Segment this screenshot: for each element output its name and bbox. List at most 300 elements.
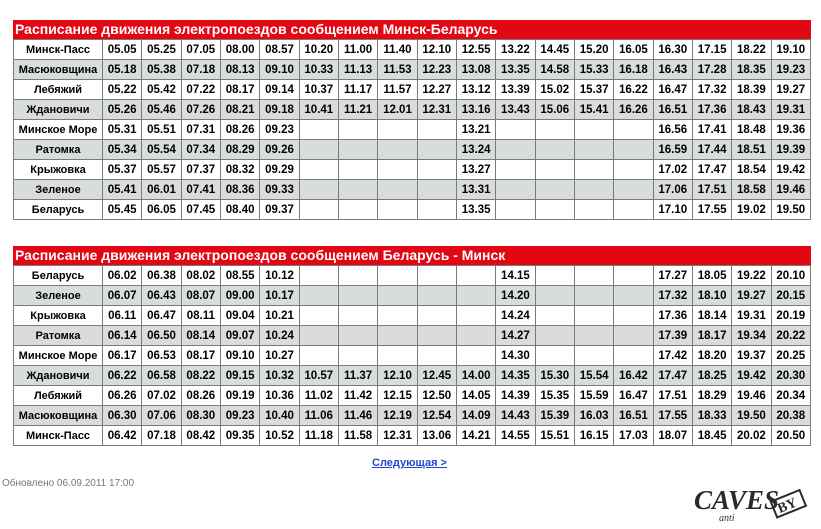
departure-time: 06.14 xyxy=(103,326,142,346)
departure-time: 09.04 xyxy=(220,306,259,326)
station-name: Лебяжий xyxy=(14,386,103,406)
departure-time: 11.37 xyxy=(338,366,377,386)
departure-time: 10.21 xyxy=(260,306,299,326)
departure-time: 07.06 xyxy=(142,406,181,426)
departure-time: 08.42 xyxy=(181,426,220,446)
departure-time xyxy=(456,286,495,306)
departure-time: 14.39 xyxy=(496,386,535,406)
departure-time: 18.54 xyxy=(732,160,771,180)
departure-time: 12.31 xyxy=(378,426,417,446)
departure-time: 16.47 xyxy=(614,386,653,406)
departure-time: 15.02 xyxy=(535,80,574,100)
departure-time: 18.45 xyxy=(692,426,731,446)
departure-time: 10.57 xyxy=(299,366,338,386)
departure-time: 19.50 xyxy=(771,200,810,220)
departure-time xyxy=(574,140,613,160)
table-row xyxy=(14,426,811,446)
departure-time: 05.26 xyxy=(103,100,142,120)
departure-time: 10.24 xyxy=(260,326,299,346)
station-name: Минское Море xyxy=(14,346,103,366)
departure-time: 07.31 xyxy=(181,120,220,140)
departure-time: 13.31 xyxy=(456,180,495,200)
departure-time xyxy=(496,120,535,140)
departure-time: 06.58 xyxy=(142,366,181,386)
departure-time xyxy=(378,286,417,306)
departure-time: 19.23 xyxy=(771,60,810,80)
departure-time: 07.02 xyxy=(142,386,181,406)
table-row xyxy=(14,386,811,406)
departure-time: 14.30 xyxy=(496,346,535,366)
departure-time: 11.17 xyxy=(338,80,377,100)
departure-time xyxy=(338,326,377,346)
departure-time: 18.20 xyxy=(692,346,731,366)
departure-time xyxy=(614,120,653,140)
departure-time xyxy=(496,180,535,200)
departure-time: 14.09 xyxy=(456,406,495,426)
departure-time xyxy=(417,200,456,220)
departure-time: 06.11 xyxy=(103,306,142,326)
departure-time: 09.23 xyxy=(260,120,299,140)
departure-time xyxy=(417,266,456,286)
station-name: Крыжовка xyxy=(14,160,103,180)
station-name: Ждановичи xyxy=(14,100,103,120)
departure-time: 20.02 xyxy=(732,426,771,446)
departure-time: 05.37 xyxy=(103,160,142,180)
departure-time: 19.36 xyxy=(771,120,810,140)
departure-time: 08.32 xyxy=(220,160,259,180)
departure-time: 09.19 xyxy=(220,386,259,406)
departure-time: 13.27 xyxy=(456,160,495,180)
departure-time: 17.39 xyxy=(653,326,692,346)
departure-time: 09.14 xyxy=(260,80,299,100)
departure-time: 08.17 xyxy=(181,346,220,366)
departure-time: 07.18 xyxy=(181,60,220,80)
departure-time xyxy=(378,140,417,160)
departure-time: 18.14 xyxy=(692,306,731,326)
departure-time: 18.22 xyxy=(732,40,771,60)
departure-time xyxy=(299,200,338,220)
departure-time: 17.51 xyxy=(692,180,731,200)
departure-time: 05.41 xyxy=(103,180,142,200)
departure-time xyxy=(299,286,338,306)
departure-time: 20.50 xyxy=(771,426,810,446)
departure-time: 18.35 xyxy=(732,60,771,80)
departure-time xyxy=(574,266,613,286)
departure-time: 06.42 xyxy=(103,426,142,446)
departure-time: 20.15 xyxy=(771,286,810,306)
departure-time: 12.10 xyxy=(378,366,417,386)
departure-time xyxy=(574,180,613,200)
departure-time: 17.06 xyxy=(653,180,692,200)
departure-time: 20.19 xyxy=(771,306,810,326)
departure-time: 05.46 xyxy=(142,100,181,120)
departure-time xyxy=(535,326,574,346)
departure-time: 14.20 xyxy=(496,286,535,306)
departure-time: 14.27 xyxy=(496,326,535,346)
table-row xyxy=(14,80,811,100)
departure-time xyxy=(614,346,653,366)
departure-time: 11.13 xyxy=(338,60,377,80)
departure-time: 14.21 xyxy=(456,426,495,446)
departure-time: 10.20 xyxy=(299,40,338,60)
station-name: Минск-Пасс xyxy=(14,40,103,60)
departure-time: 18.51 xyxy=(732,140,771,160)
departure-time xyxy=(456,306,495,326)
departure-time xyxy=(338,266,377,286)
departure-time xyxy=(535,160,574,180)
departure-time: 13.06 xyxy=(417,426,456,446)
departure-time xyxy=(299,306,338,326)
departure-time: 17.51 xyxy=(653,386,692,406)
departure-time: 14.24 xyxy=(496,306,535,326)
departure-time: 17.10 xyxy=(653,200,692,220)
departure-time: 19.39 xyxy=(771,140,810,160)
departure-time: 10.12 xyxy=(260,266,299,286)
departure-time: 06.53 xyxy=(142,346,181,366)
departure-time: 18.17 xyxy=(692,326,731,346)
table-row xyxy=(14,346,811,366)
departure-time: 12.01 xyxy=(378,100,417,120)
departure-time xyxy=(574,200,613,220)
departure-time: 12.27 xyxy=(417,80,456,100)
departure-time: 18.07 xyxy=(653,426,692,446)
departure-time: 14.45 xyxy=(535,40,574,60)
departure-time xyxy=(299,120,338,140)
departure-time: 13.35 xyxy=(456,200,495,220)
departure-time xyxy=(614,266,653,286)
schedule-title: Расписание движения электропоездов сообщением Беларусь - Минск xyxy=(13,246,811,265)
departure-time: 07.22 xyxy=(181,80,220,100)
departure-time xyxy=(535,180,574,200)
departure-time xyxy=(535,346,574,366)
departure-time: 14.00 xyxy=(456,366,495,386)
departure-time xyxy=(378,180,417,200)
departure-time: 09.18 xyxy=(260,100,299,120)
departure-time: 18.29 xyxy=(692,386,731,406)
departure-time: 10.27 xyxy=(260,346,299,366)
departure-time: 10.33 xyxy=(299,60,338,80)
departure-time: 16.47 xyxy=(653,80,692,100)
table-row xyxy=(14,406,811,426)
departure-time: 17.32 xyxy=(692,80,731,100)
departure-time: 19.31 xyxy=(732,306,771,326)
departure-time xyxy=(338,346,377,366)
departure-time xyxy=(417,346,456,366)
departure-time: 09.00 xyxy=(220,286,259,306)
departure-time xyxy=(338,286,377,306)
station-name: Зеленое xyxy=(14,286,103,306)
departure-time: 05.31 xyxy=(103,120,142,140)
schedule-belarus-minsk xyxy=(13,246,811,446)
departure-time: 12.31 xyxy=(417,100,456,120)
departure-time: 09.33 xyxy=(260,180,299,200)
svg-text:BY: BY xyxy=(775,495,800,517)
departure-time: 16.15 xyxy=(574,426,613,446)
departure-time: 16.18 xyxy=(614,60,653,80)
departure-time: 20.25 xyxy=(771,346,810,366)
departure-time: 16.42 xyxy=(614,366,653,386)
departure-time: 11.46 xyxy=(338,406,377,426)
departure-time: 17.28 xyxy=(692,60,731,80)
departure-time: 05.18 xyxy=(103,60,142,80)
departure-time xyxy=(417,180,456,200)
departure-time: 19.46 xyxy=(771,180,810,200)
departure-time: 20.34 xyxy=(771,386,810,406)
table-row xyxy=(14,366,811,386)
departure-time: 09.29 xyxy=(260,160,299,180)
departure-time: 05.45 xyxy=(103,200,142,220)
departure-time xyxy=(299,160,338,180)
departure-time: 08.36 xyxy=(220,180,259,200)
departure-time: 11.53 xyxy=(378,60,417,80)
table-row xyxy=(14,306,811,326)
schedule-title: Расписание движения электропоездов сообщением Минск-Беларусь xyxy=(13,20,811,39)
departure-time xyxy=(417,306,456,326)
departure-time: 16.03 xyxy=(574,406,613,426)
table-row xyxy=(14,120,811,140)
departure-time xyxy=(378,326,417,346)
departure-time: 17.27 xyxy=(653,266,692,286)
departure-time: 06.02 xyxy=(103,266,142,286)
departure-time: 14.55 xyxy=(496,426,535,446)
departure-time: 05.51 xyxy=(142,120,181,140)
departure-time: 08.11 xyxy=(181,306,220,326)
departure-time xyxy=(417,120,456,140)
departure-time: 10.37 xyxy=(299,80,338,100)
departure-time: 18.10 xyxy=(692,286,731,306)
departure-time xyxy=(378,306,417,326)
departure-time: 12.55 xyxy=(456,40,495,60)
departure-time: 05.05 xyxy=(103,40,142,60)
departure-time: 12.54 xyxy=(417,406,456,426)
departure-time: 10.52 xyxy=(260,426,299,446)
departure-time: 17.47 xyxy=(692,160,731,180)
departure-time: 16.26 xyxy=(614,100,653,120)
station-name: Ратомка xyxy=(14,140,103,160)
departure-time: 17.42 xyxy=(653,346,692,366)
departure-time xyxy=(574,306,613,326)
departure-time: 07.34 xyxy=(181,140,220,160)
departure-time: 05.57 xyxy=(142,160,181,180)
departure-time: 19.42 xyxy=(732,366,771,386)
departure-time: 09.10 xyxy=(260,60,299,80)
departure-time: 10.36 xyxy=(260,386,299,406)
departure-time: 07.41 xyxy=(181,180,220,200)
departure-time: 18.48 xyxy=(732,120,771,140)
departure-time: 06.07 xyxy=(103,286,142,306)
departure-time: 17.47 xyxy=(653,366,692,386)
departure-time: 05.25 xyxy=(142,40,181,60)
departure-time: 14.15 xyxy=(496,266,535,286)
departure-time: 09.15 xyxy=(220,366,259,386)
schedule-minsk-belarus xyxy=(13,20,811,220)
departure-time xyxy=(378,160,417,180)
table-row xyxy=(14,100,811,120)
departure-time xyxy=(574,346,613,366)
station-name: Зеленое xyxy=(14,180,103,200)
departure-time: 17.36 xyxy=(692,100,731,120)
updated-timestamp: Обновлено 06.09.2011 17:00 xyxy=(2,478,135,489)
departure-time: 08.57 xyxy=(260,40,299,60)
departure-time: 16.59 xyxy=(653,140,692,160)
departure-time: 12.50 xyxy=(417,386,456,406)
departure-time: 17.55 xyxy=(692,200,731,220)
departure-time xyxy=(417,160,456,180)
departure-time xyxy=(614,140,653,160)
departure-time: 06.01 xyxy=(142,180,181,200)
departure-time: 18.39 xyxy=(732,80,771,100)
departure-time xyxy=(535,200,574,220)
departure-time: 17.36 xyxy=(653,306,692,326)
departure-time xyxy=(535,140,574,160)
station-name: Крыжовка xyxy=(14,306,103,326)
departure-time: 15.51 xyxy=(535,426,574,446)
departure-time: 08.00 xyxy=(220,40,259,60)
departure-time: 17.44 xyxy=(692,140,731,160)
departure-time: 15.20 xyxy=(574,40,613,60)
departure-time xyxy=(378,200,417,220)
departure-time: 20.10 xyxy=(771,266,810,286)
departure-time xyxy=(574,286,613,306)
departure-time: 10.40 xyxy=(260,406,299,426)
departure-time: 15.35 xyxy=(535,386,574,406)
departure-time: 07.26 xyxy=(181,100,220,120)
departure-time: 19.50 xyxy=(732,406,771,426)
departure-time xyxy=(338,140,377,160)
departure-time: 18.58 xyxy=(732,180,771,200)
departure-time: 13.22 xyxy=(496,40,535,60)
departure-time: 13.39 xyxy=(496,80,535,100)
departure-time: 06.30 xyxy=(103,406,142,426)
departure-time: 16.05 xyxy=(614,40,653,60)
departure-time xyxy=(338,306,377,326)
table-row xyxy=(14,60,811,80)
timetable xyxy=(13,39,811,220)
departure-time: 06.43 xyxy=(142,286,181,306)
departure-time xyxy=(299,140,338,160)
departure-time: 11.06 xyxy=(299,406,338,426)
departure-time: 12.45 xyxy=(417,366,456,386)
departure-time: 13.21 xyxy=(456,120,495,140)
departure-time: 11.42 xyxy=(338,386,377,406)
departure-time: 09.23 xyxy=(220,406,259,426)
departure-time: 15.41 xyxy=(574,100,613,120)
departure-time: 07.05 xyxy=(181,40,220,60)
departure-time xyxy=(378,346,417,366)
svg-text:CAVES: CAVES xyxy=(694,485,780,515)
departure-time: 17.02 xyxy=(653,160,692,180)
departure-time xyxy=(614,326,653,346)
departure-time: 17.03 xyxy=(614,426,653,446)
departure-time: 16.43 xyxy=(653,60,692,80)
departure-time: 16.51 xyxy=(653,100,692,120)
table-row xyxy=(14,286,811,306)
departure-time: 08.14 xyxy=(181,326,220,346)
departure-time: 13.08 xyxy=(456,60,495,80)
departure-time: 08.55 xyxy=(220,266,259,286)
departure-time: 10.41 xyxy=(299,100,338,120)
departure-time: 06.50 xyxy=(142,326,181,346)
departure-time: 19.46 xyxy=(732,386,771,406)
table-row xyxy=(14,140,811,160)
departure-time: 08.26 xyxy=(220,120,259,140)
departure-time: 09.26 xyxy=(260,140,299,160)
departure-time: 07.45 xyxy=(181,200,220,220)
departure-time xyxy=(614,160,653,180)
station-name: Беларусь xyxy=(14,266,103,286)
departure-time: 17.15 xyxy=(692,40,731,60)
departure-time xyxy=(378,120,417,140)
departure-time: 16.51 xyxy=(614,406,653,426)
departure-time: 16.30 xyxy=(653,40,692,60)
table-row xyxy=(14,266,811,286)
departure-time: 15.33 xyxy=(574,60,613,80)
departure-time: 19.42 xyxy=(771,160,810,180)
departure-time xyxy=(535,266,574,286)
departure-time: 08.29 xyxy=(220,140,259,160)
station-name: Ждановичи xyxy=(14,366,103,386)
departure-time xyxy=(574,120,613,140)
departure-time: 18.05 xyxy=(692,266,731,286)
station-name: Минск-Пасс xyxy=(14,426,103,446)
departure-time xyxy=(338,120,377,140)
departure-time: 08.40 xyxy=(220,200,259,220)
departure-time: 16.22 xyxy=(614,80,653,100)
departure-time: 19.10 xyxy=(771,40,810,60)
departure-time: 19.22 xyxy=(732,266,771,286)
departure-time xyxy=(299,326,338,346)
departure-time: 11.00 xyxy=(338,40,377,60)
caves-logo xyxy=(676,480,816,525)
svg-text:anti: anti xyxy=(719,513,735,524)
departure-time: 06.38 xyxy=(142,266,181,286)
departure-time: 06.22 xyxy=(103,366,142,386)
departure-time: 18.25 xyxy=(692,366,731,386)
departure-time: 19.31 xyxy=(771,100,810,120)
departure-time xyxy=(535,306,574,326)
departure-time xyxy=(417,140,456,160)
departure-time xyxy=(338,180,377,200)
departure-time: 09.35 xyxy=(220,426,259,446)
departure-time: 11.57 xyxy=(378,80,417,100)
departure-time: 06.05 xyxy=(142,200,181,220)
departure-time: 15.59 xyxy=(574,386,613,406)
departure-time xyxy=(456,346,495,366)
departure-time xyxy=(456,326,495,346)
departure-time: 10.17 xyxy=(260,286,299,306)
departure-time: 18.33 xyxy=(692,406,731,426)
departure-time: 06.26 xyxy=(103,386,142,406)
departure-time xyxy=(535,286,574,306)
next-page-link[interactable]: Следующая > xyxy=(372,457,447,469)
departure-time: 05.54 xyxy=(142,140,181,160)
table-row xyxy=(14,40,811,60)
departure-time: 19.37 xyxy=(732,346,771,366)
departure-time: 08.13 xyxy=(220,60,259,80)
departure-time: 12.10 xyxy=(417,40,456,60)
table-row xyxy=(14,326,811,346)
station-name: Лебяжий xyxy=(14,80,103,100)
departure-time: 06.47 xyxy=(142,306,181,326)
departure-time: 20.30 xyxy=(771,366,810,386)
departure-time xyxy=(496,200,535,220)
departure-time: 08.17 xyxy=(220,80,259,100)
departure-time: 08.02 xyxy=(181,266,220,286)
departure-time xyxy=(535,120,574,140)
departure-time xyxy=(496,160,535,180)
departure-time: 05.38 xyxy=(142,60,181,80)
departure-time: 13.35 xyxy=(496,60,535,80)
